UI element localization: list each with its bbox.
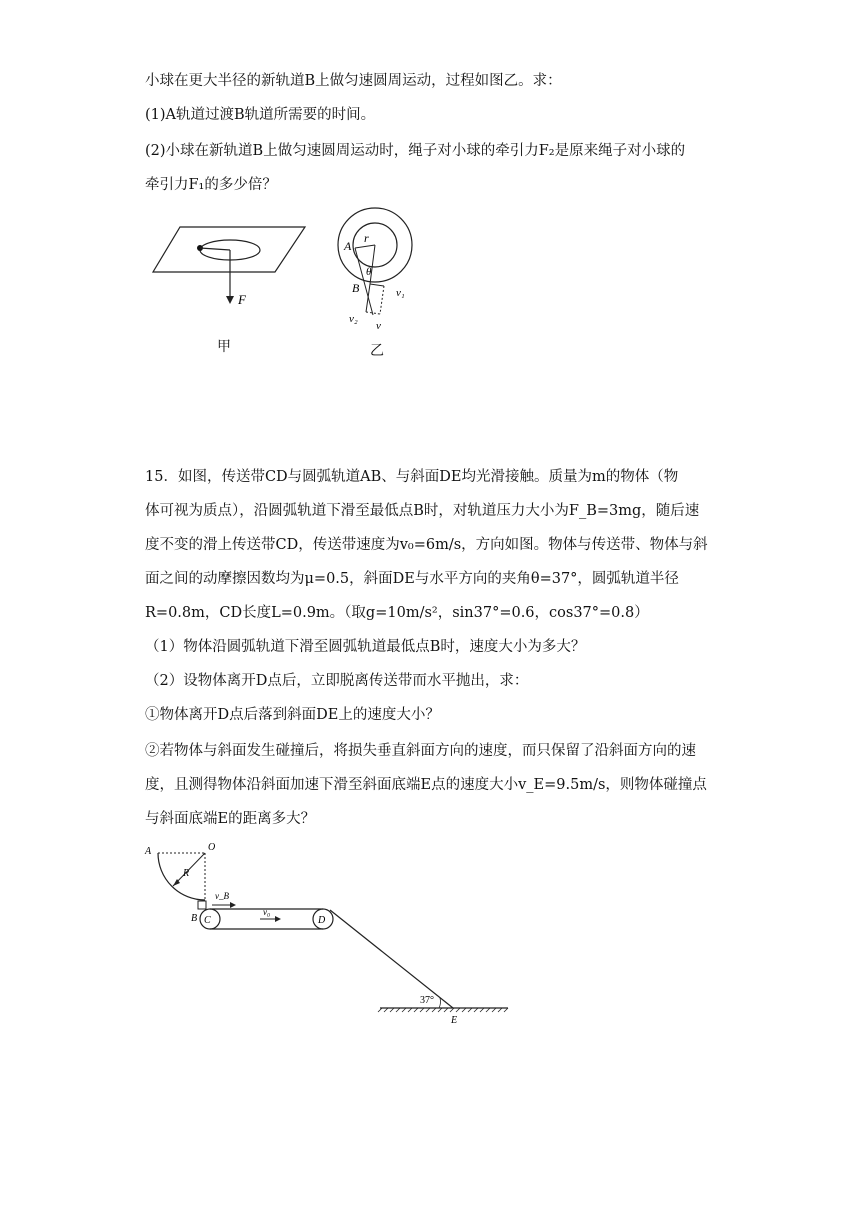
label-c: C bbox=[204, 915, 211, 926]
q15-line10: 度，且测得物体沿斜面加速下滑至斜面底端E点的速度大小v_E=9.5m/s，则物体碰撞点 bbox=[145, 777, 707, 793]
label-b: B bbox=[352, 281, 360, 295]
angle-arc bbox=[439, 998, 440, 1008]
q15-line1: 15．如图，传送带CD与圆弧轨道AB、与斜面DE均光滑接触。质量为m的物体（物 bbox=[145, 469, 679, 485]
v2-vector bbox=[366, 284, 370, 312]
label-vb: v_B bbox=[215, 891, 229, 901]
label-r: R bbox=[183, 868, 190, 879]
q14-part2-line1: (2)小球在新轨道B上做匀速圆周运动时，绳子对小球的牵引力F₂是原来绳子对小球的 bbox=[145, 143, 686, 159]
q15-line3: 度不变的滑上传送带CD，传送带速度为v₀=6m/s，方向如图。物体与传送带、物体与斜 bbox=[145, 537, 708, 553]
block bbox=[198, 901, 206, 909]
q15-line11: 与斜面底端E的距离多大？ bbox=[145, 811, 316, 827]
label-o: O bbox=[208, 842, 216, 853]
force-label: F bbox=[238, 292, 246, 307]
caption-jia: 甲 bbox=[217, 339, 231, 355]
label-v0: v₀ bbox=[263, 907, 271, 917]
q15-line6: （1）物体沿圆弧轨道下滑至圆弧轨道最低点B时，速度大小为多大？ bbox=[145, 639, 586, 655]
v1-vector bbox=[370, 284, 384, 286]
q14-part1: (1)A轨道过渡B轨道所需要的时间。 bbox=[145, 107, 376, 123]
q15-line2: 体可视为质点），沿圆弧轨道下滑至最低点B时，对轨道压力大小为F_B=3mg，随后速 bbox=[145, 503, 700, 519]
figure-q15 bbox=[140, 838, 520, 1028]
caption-yi: 乙 bbox=[370, 343, 384, 359]
label-theta: θ bbox=[366, 266, 372, 278]
radius-r bbox=[355, 245, 375, 248]
figure-yi bbox=[330, 200, 430, 335]
q15-line4: 面之间的动摩擦因数均为μ=0.5，斜面DE与水平方向的夹角θ=37°，圆弧轨道半径 bbox=[145, 571, 679, 587]
label-e: E bbox=[451, 1015, 458, 1026]
vb-arrowhead bbox=[230, 902, 236, 908]
label-a: A bbox=[344, 239, 352, 253]
label-a: A bbox=[145, 846, 152, 857]
label-v1: v₁ bbox=[396, 287, 405, 299]
q15-line8: ①物体离开D点后落到斜面DE上的速度大小？ bbox=[145, 707, 440, 723]
radius-to-b bbox=[370, 245, 375, 284]
q15-line9: ②若物体与斜面发生碰撞后，将损失垂直斜面方向的速度，而只保留了沿斜面方向的速 bbox=[145, 743, 696, 759]
q14-intro: 小球在更大半径的新轨道B上做匀速圆周运动，过程如图乙。求： bbox=[145, 73, 562, 89]
force-arrowhead bbox=[226, 296, 234, 304]
q14-part2-line2: 牵引力F₁的多少倍？ bbox=[145, 177, 277, 193]
label-d: D bbox=[318, 915, 326, 926]
v0-arrowhead bbox=[275, 916, 281, 922]
label-v2: v₂ bbox=[349, 313, 358, 325]
incline-de bbox=[330, 910, 453, 1008]
label-v: v bbox=[376, 320, 381, 332]
q15-line5: R=0.8m，CD长度L=0.9m。（取g=10m/s²，sin37°=0.6，cos37°=0.8） bbox=[145, 605, 649, 621]
label-r: r bbox=[364, 231, 369, 245]
label-angle: 37° bbox=[420, 995, 434, 1006]
label-b: B bbox=[191, 913, 198, 924]
dashed-helper-1 bbox=[380, 286, 384, 314]
q15-line7: （2）设物体离开D点后，立即脱离传送带而水平抛出，求： bbox=[145, 673, 529, 689]
figure-jia bbox=[145, 222, 315, 322]
rope bbox=[200, 248, 230, 250]
